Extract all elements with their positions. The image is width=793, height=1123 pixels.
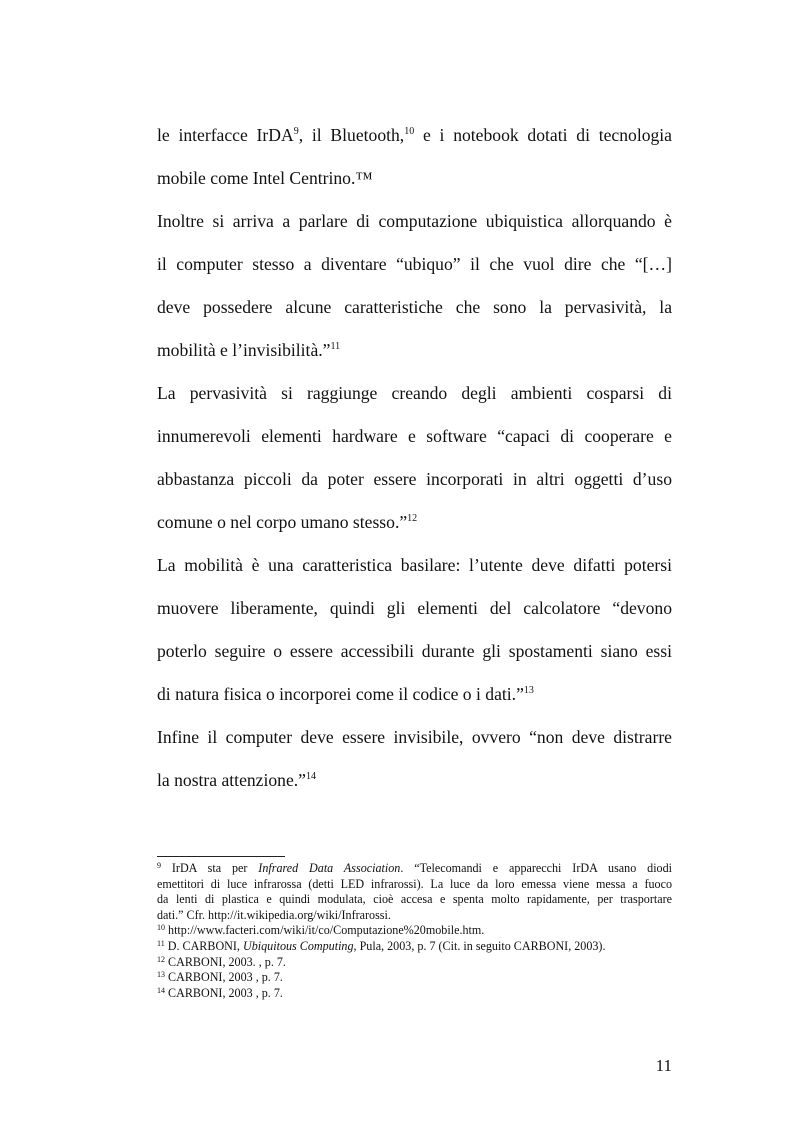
footnote-9-line: dati.” Cfr. http://it.wikipedia.org/wiki/Infrarossi. bbox=[157, 907, 391, 922]
footnote-11: $^{11}$ D. CARBONI, Ubiquitous Computing, Pula, 2003, p. 7 (Cit. in seguito CARBONI, 2003). bbox=[157, 938, 606, 953]
footnote-ref-14[interactable]: 14 bbox=[306, 771, 316, 782]
text-line: la nostra attenzione.”$^{14}$ bbox=[157, 770, 316, 790]
footnote-9-line: emettitori di luce infrarossa (detti LED infrarossi). La luce da loro emessa viene messa a fuoco bbox=[157, 876, 672, 891]
text-line: muovere liberamente, quindi gli elementi del calcolatore “devono bbox=[157, 598, 672, 618]
text-line: le interfacce IrDA$^9$, il Bluetooth,$^{10}$ e i notebook dotati di tecnologia bbox=[157, 125, 672, 145]
text-line: mobilità e l’invisibilità.”$^{11}$ bbox=[157, 340, 341, 360]
text-line: La pervasività si raggiunge creando degli ambienti cosparsi di bbox=[157, 383, 672, 403]
text-line: mobile come Intel Centrino.™ bbox=[157, 168, 373, 188]
footnote-separator bbox=[157, 856, 285, 857]
footnote-13: $^{13}$ CARBONI, 2003 , p. 7. bbox=[157, 970, 283, 985]
footnote-ref-10[interactable]: 10 bbox=[404, 126, 415, 137]
text-line: comune o nel corpo umano stesso.”$^{12}$ bbox=[157, 512, 418, 532]
footnote-10: $^{10}$ http://www.facteri.com/wiki/it/co/Computazione%20mobile.htm. bbox=[157, 923, 485, 938]
footnote-9: $^9$ IrDA sta per Infrared Data Association. “Telecomandi e apparecchi IrDA usano diodi bbox=[157, 861, 673, 875]
footnote-14: $^{14}$ CARBONI, 2003 , p. 7. bbox=[157, 985, 283, 1000]
text-line: Inoltre si arriva a parlare di computazione ubiquistica allorquando è bbox=[157, 211, 672, 231]
page-number: 11 bbox=[655, 1056, 672, 1075]
footnote-ref-11[interactable]: 11 bbox=[330, 341, 341, 352]
footnote-9-line: da lenti di plastica e quindi modulata, cioè accesa e spenta molto rapidamente, per trasportare bbox=[157, 892, 672, 907]
text-line: innumerevoli elementi hardware e software “capaci di cooperare e bbox=[157, 426, 672, 446]
footnotes bbox=[157, 861, 672, 1001]
text-line: poterlo seguire o essere accessibili durante gli spostamenti siano essi bbox=[157, 641, 672, 661]
footnote-12: $^{12}$ CARBONI, 2003. , p. 7. bbox=[157, 954, 286, 969]
text-line: La mobilità è una caratteristica basilare: l’utente deve difatti potersi bbox=[157, 555, 672, 575]
footnote-ref-9[interactable]: 9 bbox=[293, 126, 299, 137]
text-line: abbastanza piccoli da poter essere incorporati in altri oggetti d’uso bbox=[157, 469, 672, 489]
text-line: deve possedere alcune caratteristiche che sono la pervasività, la bbox=[157, 297, 672, 317]
body-text bbox=[157, 114, 672, 802]
text-line: di natura fisica o incorporei come il codice o i dati.”$^{13}$ bbox=[157, 684, 534, 704]
footnote-ref-12[interactable]: 12 bbox=[407, 513, 418, 524]
footnote-ref-13[interactable]: 13 bbox=[523, 685, 534, 696]
text-line: il computer stesso a diventare “ubiquo” il che vuol dire che “[…] bbox=[157, 254, 672, 274]
text-line: Infine il computer deve essere invisibile, ovvero “non deve distrarre bbox=[157, 727, 672, 747]
